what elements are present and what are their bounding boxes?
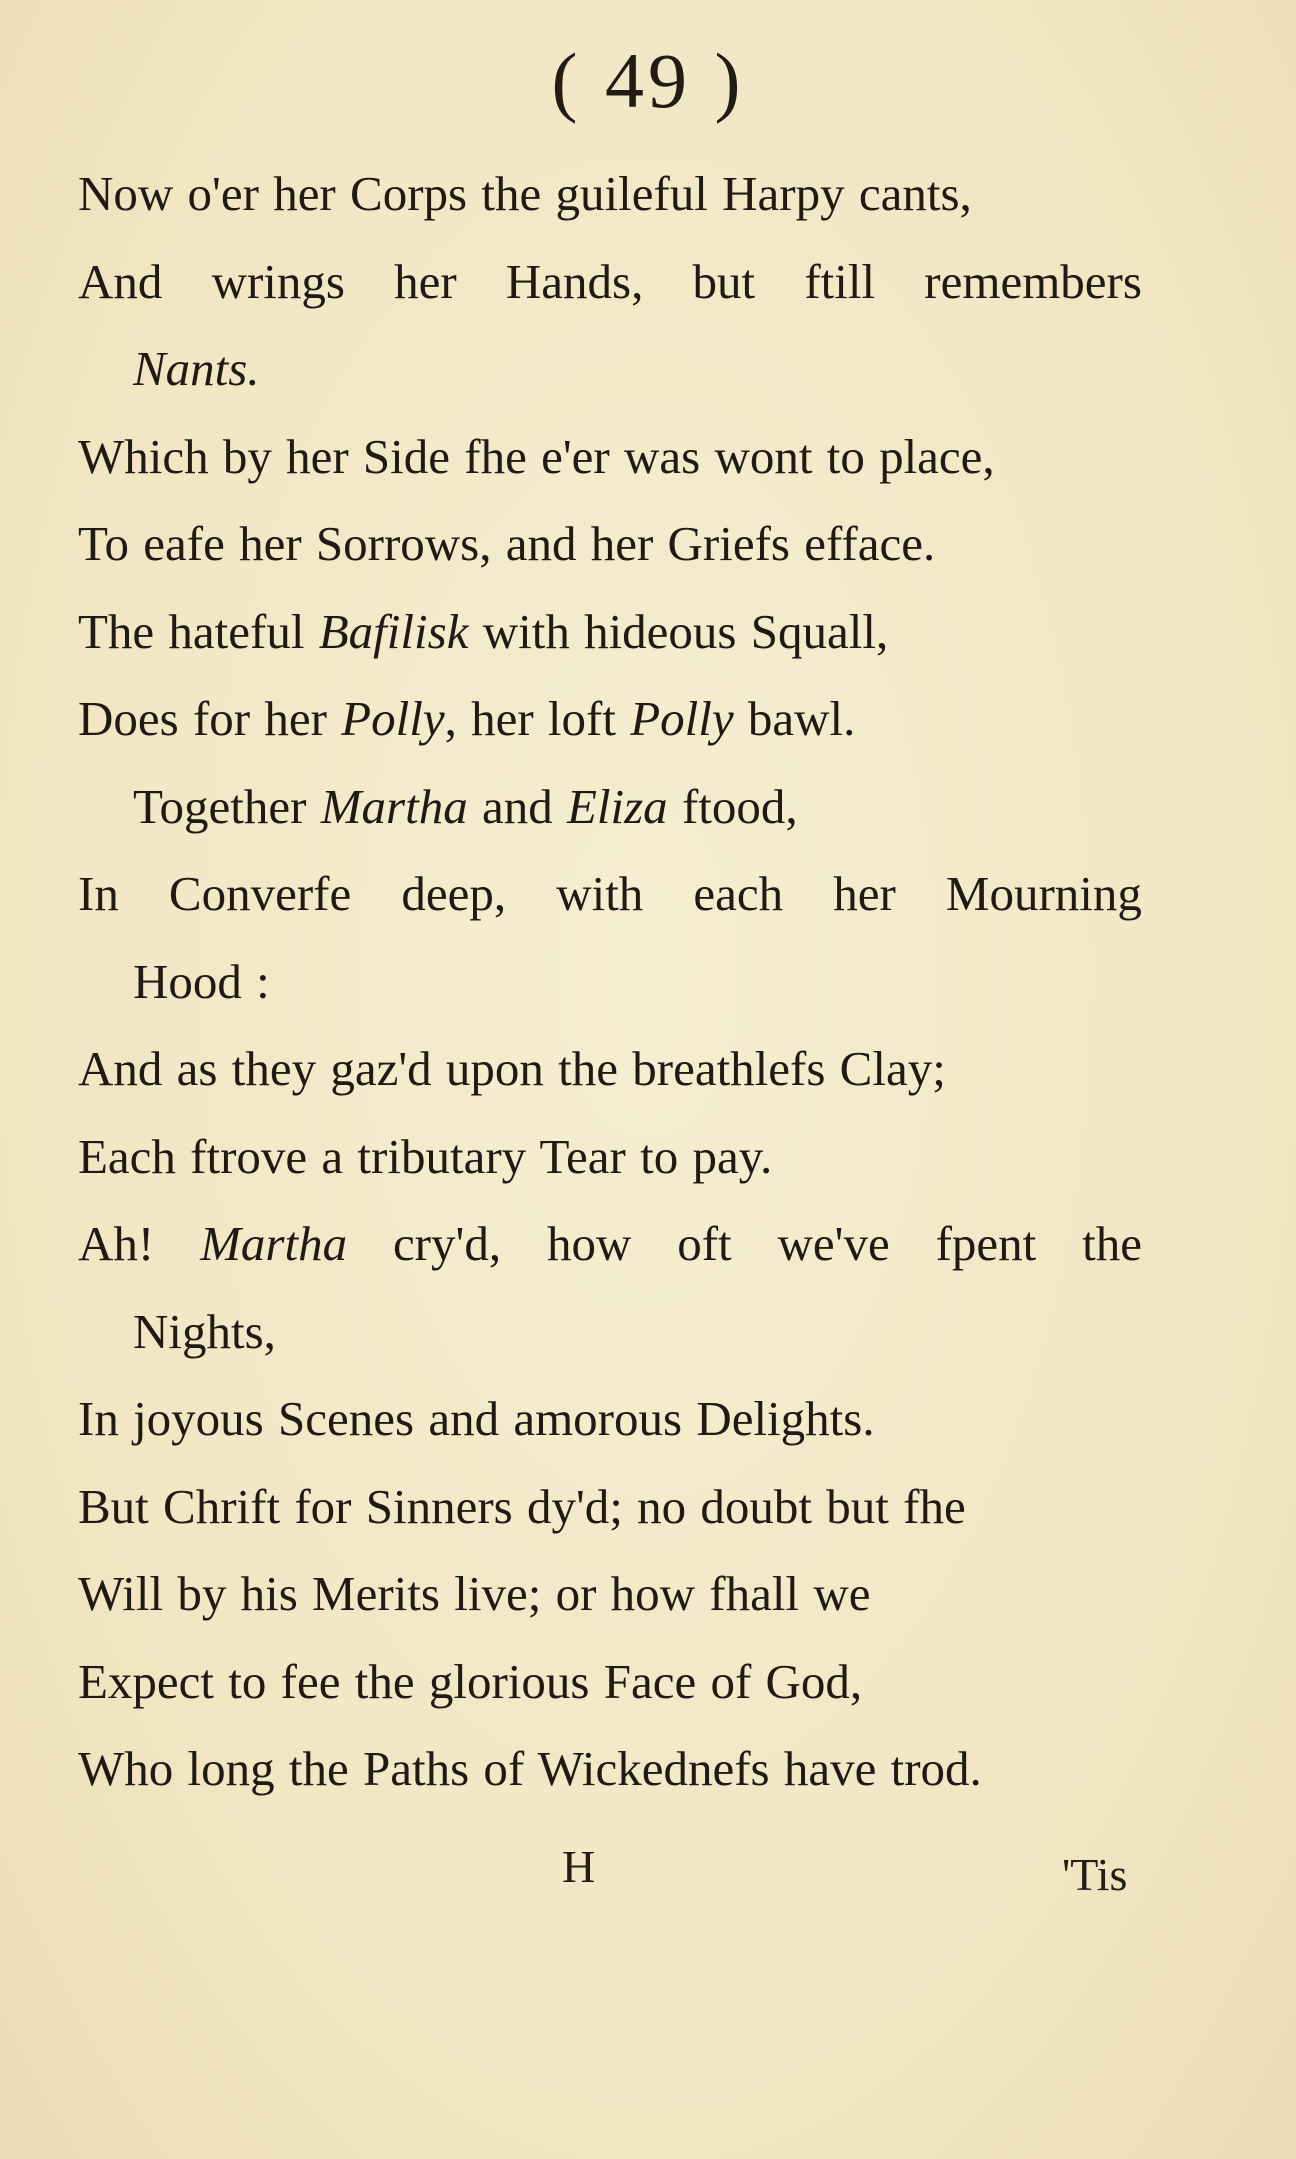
verse-line (78, 850, 1142, 938)
verse-text: Which by her Side fhe e'er was wont to place, (78, 428, 995, 484)
verse-word: Ah! (78, 1216, 155, 1271)
verse-text: Does for her (78, 691, 342, 746)
verse-word: Martha (200, 1216, 348, 1271)
verse-line (78, 413, 1158, 501)
verse-line (78, 763, 1158, 851)
verse-line (78, 238, 1142, 326)
catchword: 'Tis (1062, 1849, 1128, 1900)
verse-word: with (556, 866, 644, 921)
verse-text: Nights, (133, 1303, 276, 1359)
italic-name: Polly (341, 691, 445, 746)
verse-line (78, 675, 1158, 763)
verse-word: deep, (401, 866, 507, 921)
verse-text: Each ftrove a tributary Tear to pay. (78, 1128, 773, 1184)
verse-line (78, 588, 1158, 676)
verse-word: o'er (187, 166, 259, 221)
italic-name: Bafilisk (318, 603, 469, 659)
verse-line (78, 938, 1158, 1026)
verse-word: remembers (924, 253, 1142, 309)
verse-line (78, 150, 1158, 238)
verse-line (78, 1288, 1158, 1376)
verse-word: the (1082, 1216, 1142, 1271)
verse-line (78, 1375, 1158, 1463)
verse-word: Now (78, 166, 174, 221)
verse-text: and (467, 778, 567, 834)
italic-name: Martha (320, 778, 468, 834)
verse-word: In (78, 866, 119, 921)
verse-line (78, 1463, 1158, 1551)
verse-text: , her loft (444, 691, 631, 746)
verse-word: each (693, 866, 784, 921)
verse-line (78, 1113, 1158, 1201)
verse-word: oft (677, 1216, 732, 1271)
verse-text: with hideous Squall, (468, 603, 889, 659)
verse-word: ftill (804, 253, 876, 309)
page-footer (0, 1840, 1296, 1920)
verse-text: But Chrift for Sinners dy'd; no doubt but fhe (78, 1478, 966, 1534)
verse-text: The hateful (78, 603, 319, 659)
signature-mark: H (562, 1841, 596, 1892)
verse-block (78, 150, 1158, 1813)
verse-word: guileful (555, 166, 708, 221)
verse-word: Converfe (168, 866, 352, 921)
verse-text: Hood : (133, 953, 270, 1009)
verse-word: cants, (858, 166, 972, 221)
verse-text: ftood, (667, 778, 798, 834)
verse-line (78, 325, 1158, 413)
verse-word: wrings (211, 253, 345, 309)
page-number-header (0, 37, 1296, 124)
verse-text: Will by his Merits live; or how fhall we (78, 1566, 871, 1621)
verse-line (78, 1025, 1158, 1113)
verse-line (78, 1725, 1158, 1813)
verse-line (78, 500, 1158, 588)
verse-word: the (481, 166, 542, 221)
verse-word: her (273, 166, 336, 221)
verse-word: her (833, 866, 896, 921)
verse-word: Hands, (505, 253, 644, 309)
verse-text: And as they gaz'd upon the breathlefs Clay; (78, 1041, 946, 1096)
italic-name: Polly (630, 691, 734, 746)
verse-word: And (78, 253, 163, 309)
verse-text: In joyous Scenes and amorous Delights. (78, 1391, 875, 1446)
verse-line (78, 1638, 1158, 1726)
italic-name: Eliza (566, 778, 668, 834)
verse-word: we've (777, 1216, 890, 1271)
verse-word: Mourning (945, 866, 1142, 921)
verse-word: her (394, 253, 457, 309)
verse-text: Together (133, 778, 321, 834)
verse-word: but (692, 253, 756, 309)
verse-word: fpent (935, 1216, 1037, 1271)
verse-word: Harpy (722, 166, 845, 221)
verse-text: bawl. (733, 691, 856, 746)
verse-text: Who long the Paths of Wickednefs have trod. (78, 1741, 982, 1796)
verse-line (78, 1550, 1158, 1638)
verse-word: Corps (350, 166, 468, 221)
verse-text: To eafe her Sorrows, and her Griefs efface. (78, 516, 936, 571)
verse-word: how (546, 1216, 632, 1271)
verse-word: cry'd, (392, 1216, 502, 1271)
page-number: ( 49 ) (551, 37, 745, 124)
italic-name: Nants. (133, 341, 260, 396)
verse-text: Expect to fee the glorious Face of God, (78, 1653, 863, 1709)
verse-line (78, 1200, 1142, 1288)
